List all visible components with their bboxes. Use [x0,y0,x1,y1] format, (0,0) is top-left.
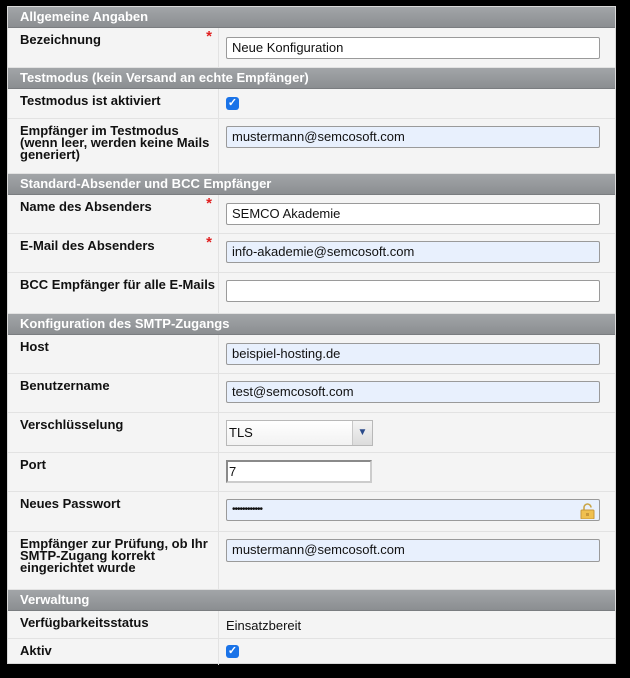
label-bezeichnung: Bezeichnung * [8,28,219,67]
test-recipient-input[interactable]: mustermann@semcosoft.com [226,539,600,562]
section-header-admin: Verwaltung [8,590,615,611]
availability-status: Einsatzbereit [226,618,302,633]
section-header-sender: Standard-Absender und BCC Empfänger [8,174,615,195]
label-availability: Verfügbarkeitsstatus [8,611,219,638]
label-sender-name: Name des Absenders * [8,195,219,233]
label-test-recipient: Empfänger zur Prüfung, ob Ihr SMTP-Zugang korrekt eingerichtet wurde [8,532,219,589]
row-password [8,492,615,532]
label-username: Benutzername [8,374,219,412]
username-input[interactable]: test@semcosoft.com [226,381,600,403]
row-active [8,639,615,665]
section-header-testmode: Testmodus (kein Versand an echte Empfänger) [8,68,615,89]
password-input[interactable]: •••••••••••• [226,499,600,521]
row-bezeichnung [8,28,615,68]
row-host [8,335,615,374]
row-testmode-recipient [8,119,615,174]
row-sender-name [8,195,615,234]
row-port [8,453,615,492]
label-bcc: BCC Empfänger für alle E-Mails [8,273,219,313]
section-header-general: Allgemeine Angaben [8,7,615,28]
active-checkbox[interactable]: ✓ [227,645,238,657]
host-input[interactable]: beispiel-hosting.de [226,343,600,365]
row-test-recipient [8,532,615,590]
row-bcc [8,273,615,314]
row-encryption [8,413,615,453]
label-testmode-active: Testmodus ist aktiviert [8,89,219,118]
row-testmode-active [8,89,615,119]
section-header-smtp: Konfiguration des SMTP-Zugangs [8,314,615,335]
row-availability [8,611,615,639]
chevron-down-icon[interactable]: ▼ [352,421,372,445]
required-marker: * [206,195,212,212]
label-active: Aktiv [8,639,219,665]
label-port: Port [8,453,219,491]
bcc-input[interactable] [226,280,600,302]
lock-icon[interactable] [580,503,595,519]
port-input[interactable]: 7 [226,460,372,483]
required-marker: * [206,28,212,45]
label-sender-email: E-Mail des Absenders * [8,234,219,272]
bezeichnung-input[interactable]: Neue Konfiguration [226,37,600,59]
row-username [8,374,615,413]
encryption-select[interactable]: TLS ▼ [226,420,373,446]
row-sender-email [8,234,615,273]
email-config-form [7,6,616,664]
sender-email-input[interactable]: info-akademie@semcosoft.com [226,241,600,263]
required-marker: * [206,234,212,251]
label-host: Host [8,335,219,373]
sender-name-input[interactable]: SEMCO Akademie [226,203,600,225]
label-password: Neues Passwort [8,492,219,531]
label-encryption: Verschlüsselung [8,413,219,452]
testmode-recipient-input[interactable]: mustermann@semcosoft.com [226,126,600,148]
testmode-checkbox[interactable]: ✓ [227,97,238,109]
label-testmode-recipient: Empfänger im Testmodus (wenn leer, werden keine Mails generiert) [8,119,219,173]
